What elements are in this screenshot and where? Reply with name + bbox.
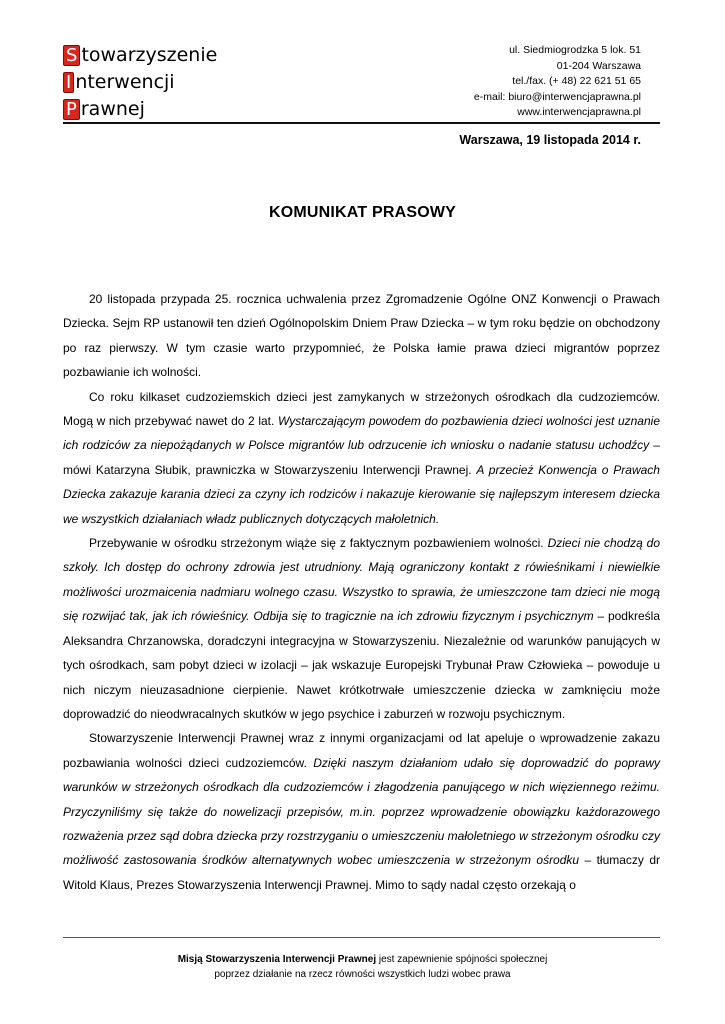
- paragraph: [63, 531, 660, 726]
- footer-line-2: poprzez działanie na rzecz równości wszystkich ludzi wobec prawa: [214, 969, 511, 980]
- paragraph: [63, 287, 660, 385]
- text-run: Co roku kilkaset cudzoziemskich dzieci jest zamykanych w strzeżonych ośrodkach dla cudzoziemców. Mogą w nich przebywać nawet do 2 lat.: [63, 389, 660, 429]
- text-run: Mimo to sądy nadal często orzekają o: [375, 877, 576, 892]
- logo-word-2: nterwencji: [75, 71, 175, 93]
- footer-line-1-rest: jest zapewnienie spójności społecznej: [376, 954, 548, 965]
- text-run: uchwalenia przez Zgromadzenie Ogólne ONZ Konwencji o Prawach Dziecka. Sejm RP ustanowił ten dzień Ogólnopolskim Dniem Praw Dziecka – w tym roku będzie on obchodzony po raz pierwszy. W tym czasie warto przypomnieć, że Polska łamie prawa dzieci migrantów poprzez pozbawianie ich wolności.: [63, 292, 660, 380]
- organization-logo: [63, 44, 217, 125]
- logo-letter-s: S: [63, 45, 80, 66]
- text-run: Stowarzyszenie Interwencji Prawnej wraz z innymi organizacjami od lat apeluje o wprowadzenie zakazu pozbawiania wolności dzieci cudzoziemców.: [63, 731, 660, 770]
- text-run: – tłumaczy dr Witold Klaus, Prezes Stowarzyszenia Interwencji Prawnej.: [63, 853, 660, 892]
- contact-block: [474, 43, 641, 121]
- logo-word-3: rawnej: [80, 98, 145, 120]
- text-run: 20 listopada przypada 25. rocznica: [89, 292, 287, 306]
- quote-run: A przecież Konwencja o Prawach Dziecka zakazuje karania dzieci za czyny ich rodziców i nakazuje kierowanie się najlepszym interesem dziecka we wszystkich działaniach władz publicznych dotyczących małoletnich.: [63, 462, 660, 526]
- logo-word-1: towarzyszenie: [81, 44, 218, 66]
- paragraph: [63, 385, 660, 531]
- quote-run: Wystarczającym powodem do pozbawienia dzieci wolności jest uznanie ich rodziców za niepożądanych w Polsce migrantów lub odrzucenie ich wniosku o nadanie statusu uchodźcy: [63, 414, 660, 453]
- quote-run: Dzięki naszym działaniom udało się doprowadzić do poprawy warunków w strzeżonych ośrodkach dla cudzoziemców i złagodzenia panującego w nich więziennego reżimu. Przyczyniliśmy się także do nowelizacji przepisów, m.in. poprzez wprowadzenie obowiązku każdorazowego rozważenia przez sąd dobra dziecka przy rozstrzyganiu o umieszczeniu małoletniego w strzeżonym ośrodku czy możliwość zastosowania środków alternatywnych wobec umieszczenia w strzeżonym ośrodku: [63, 755, 660, 868]
- header-divider: [63, 122, 660, 124]
- document-body: [63, 287, 660, 897]
- text-run: – mówi Katarzyna Słubik, prawniczka w Stowarzyszeniu Interwencji Prawnej.: [63, 438, 660, 477]
- footer: [0, 952, 725, 982]
- contact-phone: tel./fax. (+ 48) 22 621 51 65: [512, 75, 641, 87]
- document-date: Warszawa, 19 listopada 2014 r.: [459, 133, 641, 147]
- logo-letter-i: I: [63, 72, 74, 93]
- logo-line-3: [63, 98, 217, 121]
- footer-line-1: [0, 952, 725, 967]
- footer-divider: [63, 937, 660, 938]
- footer-mission-bold: Misją Stowarzyszenia Interwencji Prawnej: [177, 954, 377, 965]
- paragraph: [63, 726, 660, 897]
- document-title: KOMUNIKAT PRASOWY: [268, 204, 457, 221]
- quote-run: Dzieci nie chodzą do szkoły. Ich dostęp do ochrony zdrowia jest utrudniony. Mają ograniczony kontakt z rówieśnikami i niewielkie możliwości urozmaicenia nadmiaru wolnego czasu. Wszystko to sprawia, że umieszczone tam dzieci nie mogą się rozwijać tak, jak ich rówieśnicy. Odbija się to tragicznie na ich zdrowiu fizycznym i psychicznym: [63, 536, 661, 624]
- contact-city: 01-204 Warszawa: [556, 59, 641, 72]
- logo-letter-p: P: [63, 99, 80, 120]
- contact-website[interactable]: www.interwencjaprawna.pl: [517, 106, 641, 118]
- contact-email[interactable]: e-mail: biuro@interwencjaprawna.pl: [473, 90, 641, 103]
- text-run: Przebywanie w ośrodku strzeżonym wiąże się z faktycznym pozbawieniem wolności.: [89, 536, 548, 551]
- logo-line-2: [63, 71, 217, 94]
- contact-address: ul. Siedmiogrodzka 5 lok. 51: [509, 44, 641, 56]
- text-run: – podkreśla Aleksandra Chrzanowska, doradczyni integracyjna w Stowarzyszeniu. Niezależnie od warunków panujących w tych ośrodkach, sam pobyt dzieci w izolacji – jak wskazuje Europejski Trybunał Praw Człowieka – powoduje u nich niczym nieuzasadnione cierpienie. Nawet krótkotrwałe umieszczenie dziecka w zamknięciu może doprowadzić do nieodwracalnych skutków w jego psychice i zaburzeń w rozwoju psychicznym.: [63, 609, 660, 721]
- logo-line-1: [63, 44, 217, 67]
